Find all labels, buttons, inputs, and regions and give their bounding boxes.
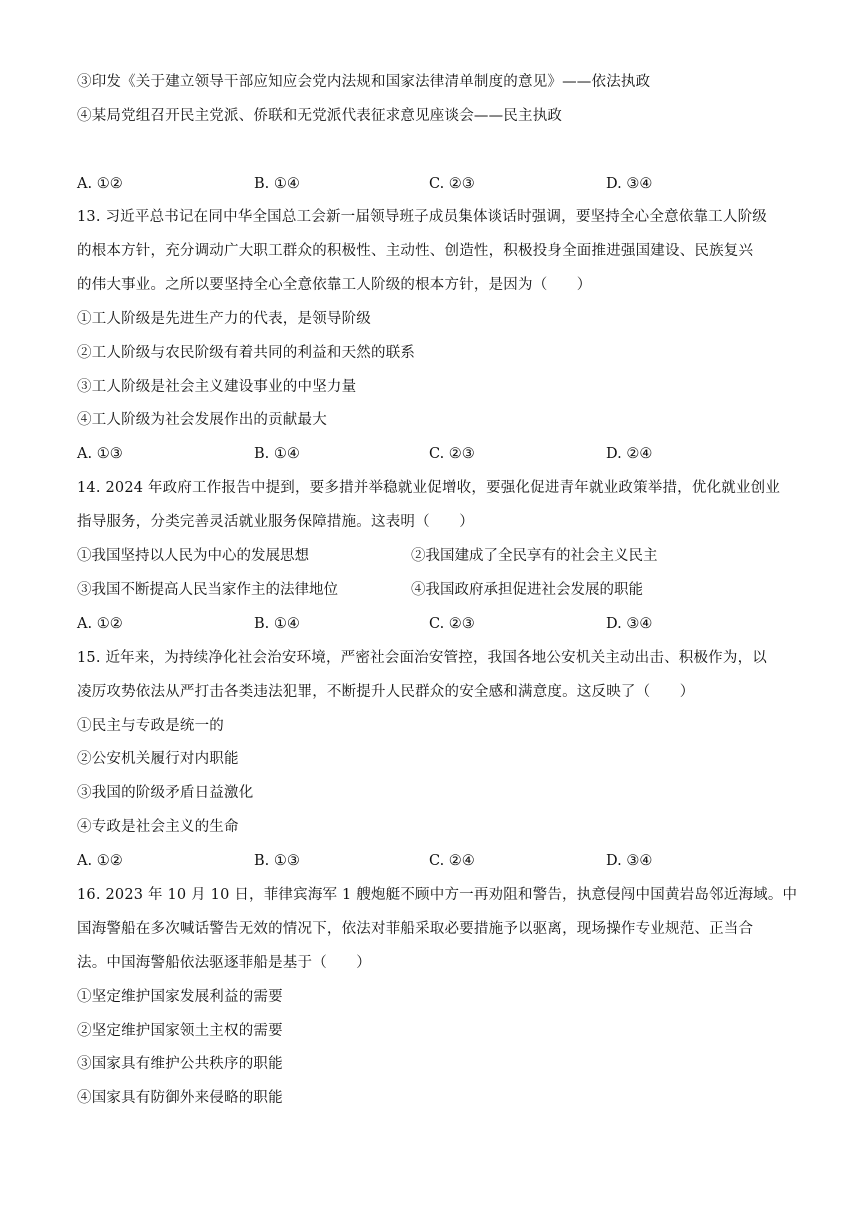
q13-stem-line-2: 的根本方针，充分调动广大职工群众的积极性、主动性、创造性，积极投身全面推进强国建设、民族复兴 <box>77 243 754 259</box>
q15-item-3: ③我国的阶级矛盾日益激化 <box>77 785 254 801</box>
q13-stem-line-1: 13. 习近平总书记在同中华全国总工会新一届领导班子成员集体谈话时强调，要坚持全心全意依靠工人阶级 <box>77 209 767 225</box>
option-b[interactable]: B. ①④ <box>254 176 300 192</box>
option-d[interactable]: D. ②④ <box>606 446 653 462</box>
q16-item-4: ④国家具有防御外来侵略的职能 <box>77 1090 283 1106</box>
option-c[interactable]: C. ②③ <box>429 616 475 632</box>
q16-stem-line-3: 法。中国海警船依法驱逐菲船是基于（ ） <box>77 955 371 971</box>
q13-item-4: ④工人阶级为社会发展作出的贡献最大 <box>77 412 327 428</box>
option-c[interactable]: C. ②③ <box>429 446 475 462</box>
q16-stem-line-1: 16. 2023 年 10 月 10 日，菲律宾海军 1 艘炮艇不顾中方一再劝阻和警告，执意侵闯中国黄岩岛邻近海域。中 <box>77 887 798 903</box>
q15-item-4: ④专政是社会主义的生命 <box>77 819 239 835</box>
q15-stem-line-2: 凌厉攻势依法从严打击各类违法犯罪，不断提升人民群众的安全感和满意度。这反映了（ ） <box>77 684 695 700</box>
option-d[interactable]: D. ③④ <box>606 616 653 632</box>
q16-item-1: ①坚定维护国家发展利益的需要 <box>77 989 283 1005</box>
q16-stem-line-2: 国海警船在多次喊话警告无效的情况下，依法对菲船采取必要措施予以驱离，现场操作专业规范、正当合 <box>77 921 754 937</box>
option-b[interactable]: B. ①④ <box>254 446 300 462</box>
option-b[interactable]: B. ①③ <box>254 853 300 869</box>
option-a[interactable]: A. ①② <box>77 616 123 632</box>
option-d[interactable]: D. ③④ <box>606 853 653 869</box>
q16-item-2: ②坚定维护国家领土主权的需要 <box>77 1023 283 1039</box>
option-c[interactable]: C. ②③ <box>429 176 475 192</box>
q15-item-1: ①民主与专政是统一的 <box>77 718 224 734</box>
q13-stem-line-3: 的伟大事业。之所以要坚持全心全意依靠工人阶级的根本方针，是因为（ ） <box>77 277 592 293</box>
q14-stem-line-1: 14. 2024 年政府工作报告中提到，要多措并举稳就业促增收，要强化促进青年就业政策举措，优化就业创业 <box>77 480 781 496</box>
q15-stem-line-1: 15. 近年来，为持续净化社会治安环境，严密社会面治安管控，我国各地公安机关主动出击、积极作为，以 <box>77 650 767 666</box>
option-a[interactable]: A. ①② <box>77 853 123 869</box>
q13-item-3: ③工人阶级是社会主义建设事业的中坚力量 <box>77 379 357 395</box>
q15-item-2: ②公安机关履行对内职能 <box>77 751 239 767</box>
option-a[interactable]: A. ①② <box>77 176 123 192</box>
q14-item-4: ④我国政府承担促进社会发展的职能 <box>411 582 643 598</box>
option-a[interactable]: A. ①③ <box>77 446 123 462</box>
q14-item-3: ③我国不断提高人民当家作主的法律地位 <box>77 582 338 598</box>
q12-item-2: ③印发《关于建立领导干部应知应会党内法规和国家法律清单制度的意见》——依法执政 <box>77 74 651 90</box>
q14-stem-line-2: 指导服务，分类完善灵活就业服务保障措施。这表明（ ） <box>77 514 474 530</box>
q13-item-1: ①工人阶级是先进生产力的代表，是领导阶级 <box>77 311 371 327</box>
option-d[interactable]: D. ③④ <box>606 176 653 192</box>
q16-item-3: ③国家具有维护公共秩序的职能 <box>77 1056 283 1072</box>
option-b[interactable]: B. ①④ <box>254 616 300 632</box>
q12-item-3: ④某局党组召开民主党派、侨联和无党派代表征求意见座谈会——民主执政 <box>77 108 563 124</box>
q13-item-2: ②工人阶级与农民阶级有着共同的利益和天然的联系 <box>77 345 416 361</box>
option-c[interactable]: C. ②④ <box>429 853 475 869</box>
q14-item-2: ②我国建成了全民享有的社会主义民主 <box>411 548 658 564</box>
q14-item-1: ①我国坚持以人民为中心的发展思想 <box>77 548 309 564</box>
